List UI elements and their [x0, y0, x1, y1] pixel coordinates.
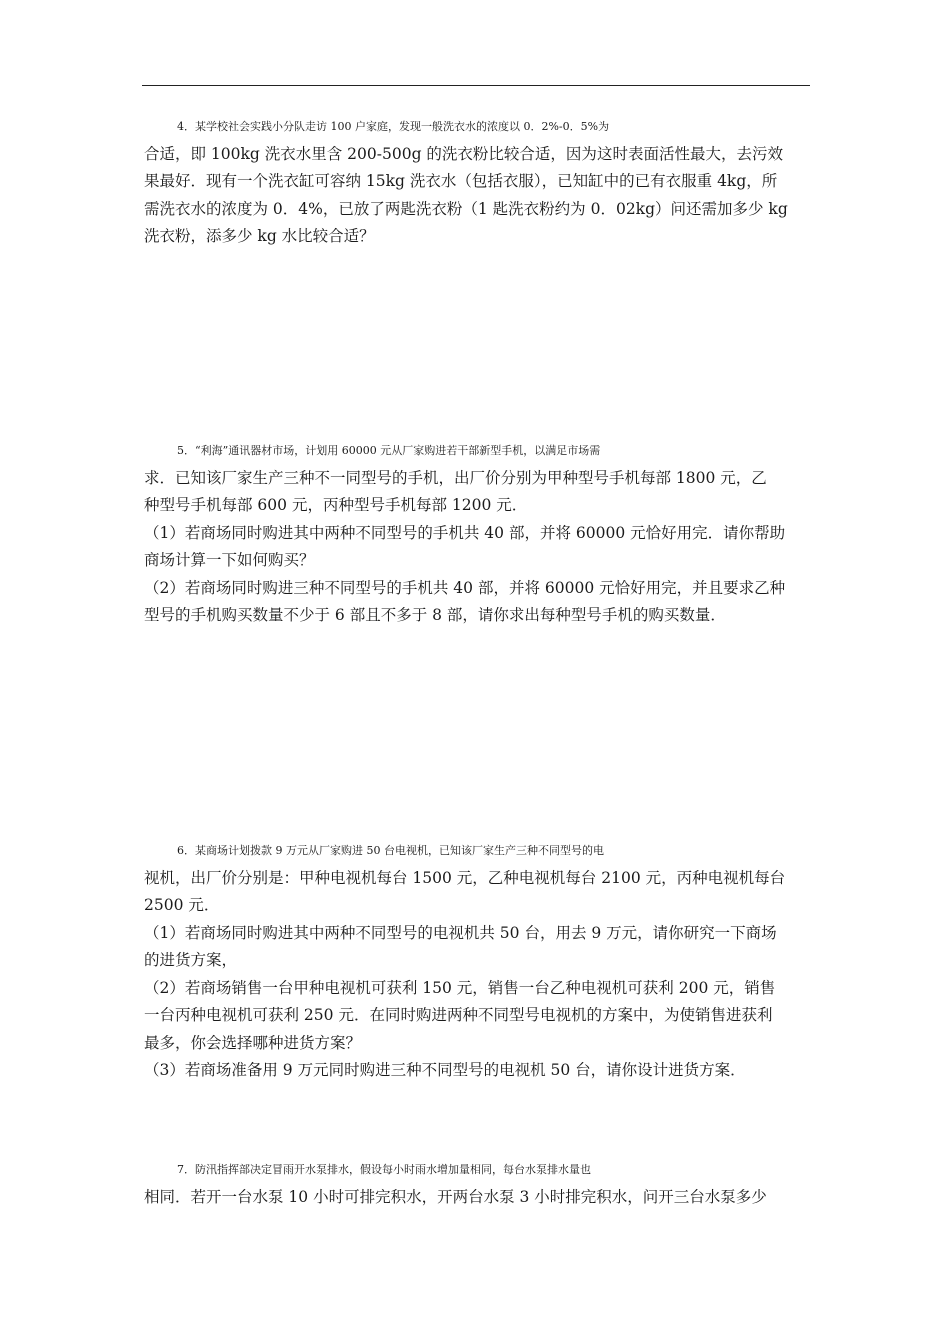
problem-line: 5．“利海”通讯器材市场，计划用 60000 元从厂家购进若干部新型手机，以满足市场需 [177, 444, 601, 457]
problem-line: （1）若商场同时购进其中两种不同型号的手机共 40 部，并将 60000 元恰好用完．请你帮助 [144, 523, 786, 542]
problem-line: （1）若商场同时购进其中两种不同型号的电视机共 50 台，用去 9 万元，请你研究一下商场 [144, 923, 777, 942]
problem-line: （2）若商场销售一台甲种电视机可获利 150 元，销售一台乙种电视机可获利 200 元，销售 [144, 978, 776, 997]
problem-line: 的进货方案， [144, 951, 238, 969]
problem-line: 合适，即 100kg 洗衣水里含 200-500g 的洗衣粉比较合适，因为这时表面活性最大，去污效 [144, 144, 783, 163]
problem-line: 2500 元． [144, 896, 220, 914]
problem-line: 洗衣粉，添多少 kg 水比较合适？ [144, 227, 375, 245]
problem-line: 型号的手机购买数量不少于 6 部且不多于 8 部，请你求出每种型号手机的购买数量． [144, 606, 726, 624]
problem-line: 4．某学校社会实践小分队走访 100 户家庭，发现一般洗衣水的浓度以 0．2%-0．5%为 [177, 120, 610, 133]
header-rule [142, 85, 810, 86]
problem-5 [144, 437, 810, 630]
problem-line: 最多，你会选择哪种进货方案？ [144, 1033, 362, 1052]
problem-line: 相同．若开一台水泵 10 小时可排完积水，开两台水泵 3 小时排完积水，问开三台水泵多少 [144, 1187, 767, 1206]
problem-line: 商场计算一下如何购买？ [144, 551, 315, 569]
problem-line: 果最好．现有一个洗衣缸可容纳 15kg 洗衣水（包括衣服），已知缸中的已有衣服重 4kg，所 [144, 172, 778, 190]
problem-line: 7．防汛指挥部决定冒雨开水泵排水，假设每小时雨水增加量相同，每台水泵排水量也 [177, 1163, 591, 1176]
problem-line: 种型号手机每部 600 元，丙种型号手机每部 1200 元． [144, 496, 528, 514]
problem-line: 一台丙种电视机可获利 250 元．在同时购进两种不同型号电视机的方案中，为使销售进获利 [144, 1006, 773, 1024]
problem-line: 6．某商场计划拨款 9 万元从厂家购进 50 台电视机，已知该厂家生产三种不同型号的电 [177, 844, 604, 857]
problem-6 [144, 837, 810, 1085]
problem-line: 视机，出厂价分别是：甲种电视机每台 1500 元，乙种电视机每台 2100 元，丙种电视机每台 [144, 868, 786, 887]
problem-line: 求．已知该厂家生产三种不一同型号的手机，出厂价分别为甲种型号手机每部 1800 元，乙 [144, 468, 767, 487]
problem-line: （3）若商场准备用 9 万元同时购进三种不同型号的电视机 50 台，请你设计进货方案． [144, 1061, 746, 1079]
problem-4 [144, 113, 810, 251]
problem-line: 需洗衣水的浓度为 0．4%，已放了两匙洗衣粉（1 匙洗衣粉约为 0．02kg）问还需加多少 kg [144, 199, 788, 218]
problem-line: （2）若商场同时购进三种不同型号的手机共 40 部，并将 60000 元恰好用完，并且要求乙种 [144, 578, 786, 597]
problem-7 [144, 1156, 810, 1211]
